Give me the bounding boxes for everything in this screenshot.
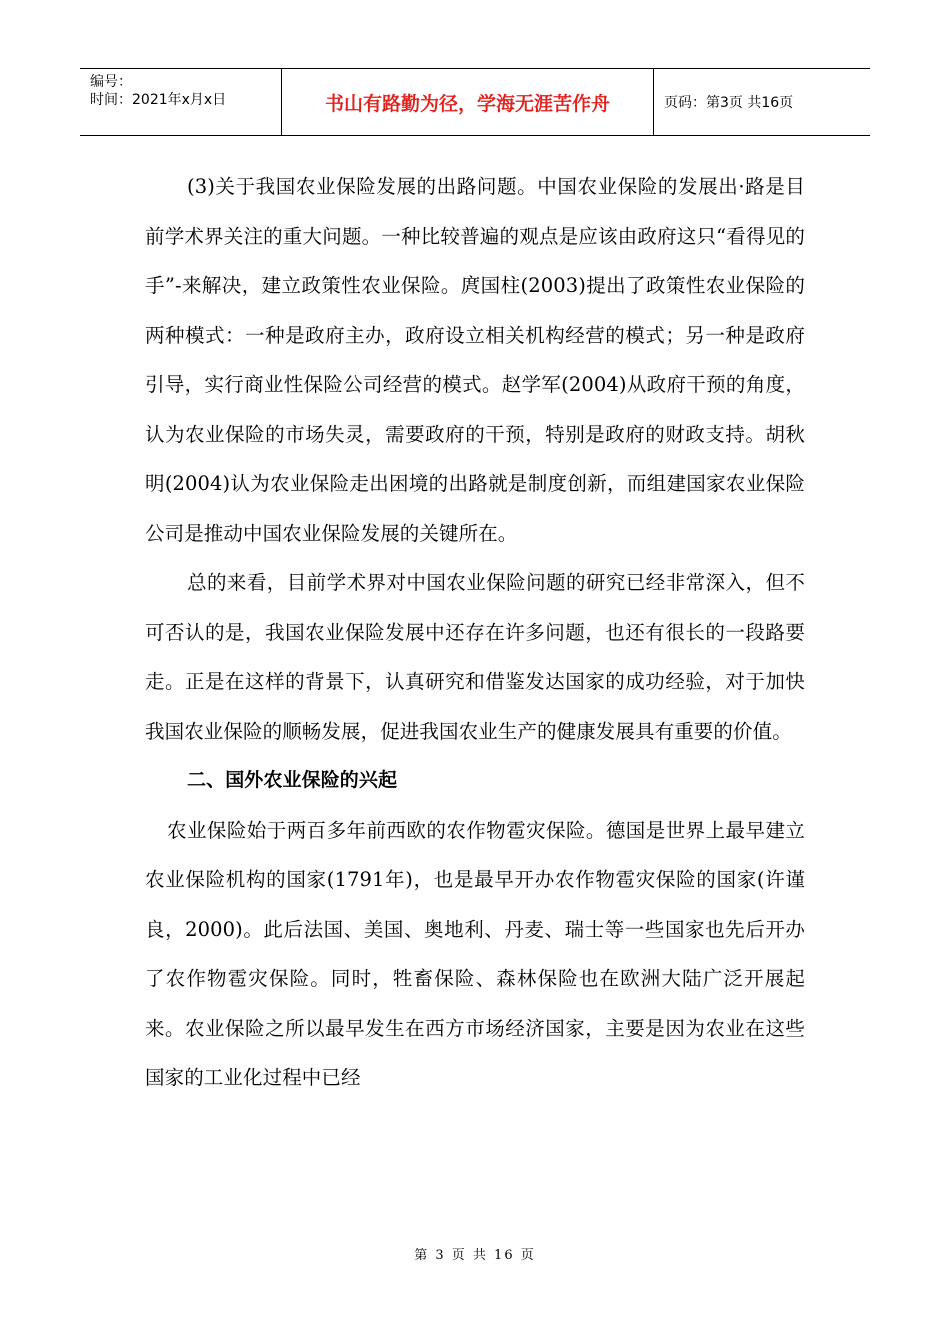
document-body (145, 162, 805, 1103)
paragraph-1: (3)关于我国农业保险发展的出路问题。中国农业保险的发展出·路是目前学术界关注的重大问题。一种比较普遍的观点是应该由政府这只“看得见的手”-来解决，建立政策性农业保险。庹国柱(2003)提出了政策性农业保险的两种模式：一种是政府主办，政府设立相关机构经营的模式；另一种是政府引导，实行商业性保险公司经营的模式。赵学军(2004)从政府干预的角度，认为农业保险的市场失灵，需要政府的干预，特别是政府的财政支持。胡秋明(2004)认为农业保险走出困境的出路就是制度创新，而组建国家农业保险公司是推动中国农业保险发展的关键所在。 (145, 175, 805, 545)
date-label: 时间：2021年x月x日 (90, 92, 227, 108)
section-heading: 二、国外农业保险的兴起 (187, 769, 398, 791)
serial-label: 编号： (90, 74, 132, 90)
paragraph-2: 总的来看，目前学术界对中国农业保险问题的研究已经非常深入，但不可否认的是，我国农业保险发展中还存在许多问题，也还有很长的一段路要走。正是在这样的背景下，认真研究和借鉴发达国家的成功经验，对于加快我国农业保险的顺畅发展，促进我国农业生产的健康发展具有重要的价值。 (145, 571, 805, 743)
header-motto: 书山有路勤为径，学海无涯苦作舟 (282, 69, 654, 135)
paragraph-3: 农业保险始于两百多年前西欧的农作物雹灾保险。德国是世界上最早建立农业保险机构的国家(1791年)，也是最早开办农作物雹灾保险的国家(许谨良，2000)。此后法国、美国、奥地利、丹麦、瑞士等一些国家也先后开办了农作物雹灾保险。同时，牲畜保险、森林保险也在欧洲大陆广泛开展起来。农业保险之所以最早发生在西方市场经济国家，主要是因为农业在这些国家的工业化过程中已经 (145, 818, 805, 1089)
page-header (80, 68, 870, 136)
header-page-info: 页码：第3页 共16页 (664, 95, 794, 111)
header-meta (80, 69, 282, 135)
page-footer: 第 3 页 共 16 页 (414, 1248, 536, 1263)
